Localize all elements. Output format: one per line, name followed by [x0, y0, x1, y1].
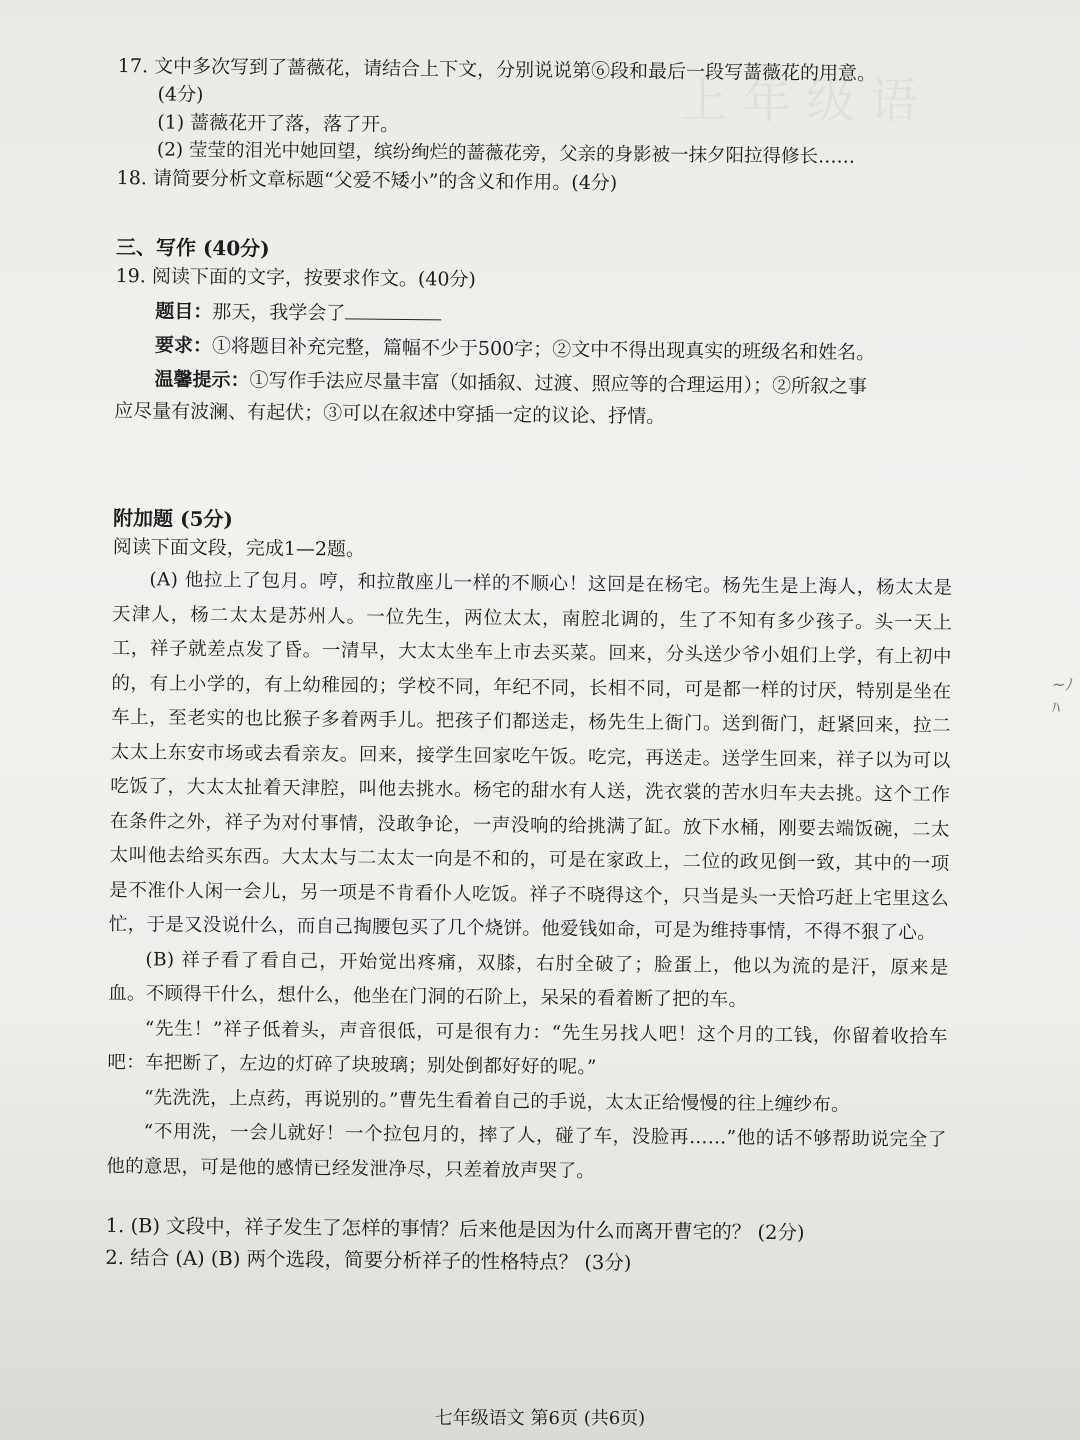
question-17-item-2: (2) 莹莹的泪光中她回望，缤纷绚烂的蔷薇花旁，父亲的身影被一抹夕阳拉得修长……	[156, 139, 856, 168]
bleed-through-text: 上 年 级 语	[680, 73, 918, 129]
passage-b-paragraph-2: “先生！”祥子低着头，声音很低，可是很有力：“先生另找人吧！这个月的工钱，你留着收拾车吧：车把断了，左边的灯碎了块玻璃；别处倒都好好的呢。”	[107, 1017, 948, 1079]
page-footer: 七年级语文 第6页 (共6页)	[434, 1408, 646, 1429]
writing-section-heading: 三、写作 (40分)	[115, 234, 270, 261]
requirements-text: ①将题目补充完整，篇幅不少于500字；②文中不得出现真实的班级名和姓名。	[211, 335, 876, 364]
question-17: 17. 文中多次写到了蔷薇花，请结合上下文，分别说说第⑥段和最后一段写蔷薇花的用意。	[117, 54, 877, 85]
tips-label: 温馨提示：	[154, 368, 250, 392]
passage-a: (A) 他拉上了包月。哼，和拉散座儿一样的不顺心！这回是在杨宅。杨先生是上海人，杨太太是天津人，杨二太太是苏州人。一位先生，两位太太，南腔北调的，生了不知有多少孩子。头一天上工，祥子就差点发了昏。一清早，大太太坐车上市去买菜。回来，分头送少爷小姐们上学，有上初中的，有上小学的，有上幼稚园的；学校不同，年纪不同，长相不同，可是都一样的讨厌，特别是坐在车上，至老实的也比猴子多着两手儿。把孩子们都送走，杨先生上衙门。送到衙门，赶紧回来，拉二太太上东安市场或去看亲友。回来，接学生回家吃午饭。吃完，再送走。送学生回来，祥子以为可以吃饭了，大太太扯着天津腔，叫他去挑水。杨宅的甜水有人送，洗衣裳的苦水归车夫去挑。这个工作在条件之外，祥子为对付事情，没敢争论，一声没响的给挑满了缸。放下水桶，刚要去端饭碗，二太太叫他去给买东西。大太太与二太太一向是不和的，可是在家政上，二位的政见倒一致，其中的一项是不准仆人闲一会儿，另一项是不肯看仆人吃饭。祥子不晓得这个，只当是头一天恰巧赶上宅里这么忙，于是又没说什么，而自己掏腰包买了几个烧饼。他爱钱如命，可是为维持事情，不得不狠了心。	[108, 569, 953, 944]
bonus-question-2: 2. 结合 (A) (B) 两个选段，简要分析祥子的性格特点？ (3分)	[105, 1245, 632, 1275]
essay-tips	[114, 365, 954, 402]
question-17-score: (4分)	[157, 83, 204, 106]
essay-title-label: 题目：	[155, 300, 213, 324]
passage-b-paragraph-4: “不用洗，一会儿就好！一个拉包月的，摔了人，碰了车，没脸再……”他的话不够帮助说完全了他的意思，可是他的感情已经发泄净尽，只差着放声哭了。	[106, 1121, 947, 1182]
passage-b-paragraph-1: (B) 祥子看了看自己，开始觉出疼痛，双膝，右肘全破了；脸蛋上，他以为流的是汗，原来是血。不顾得干什么，想什么，他坐在门洞的石阶上，呆呆的看着断了把的车。	[108, 948, 949, 1011]
bonus-question-1: 1. (B) 文段中，祥子发生了怎样的事情？后来他是因为什么而离开曹宅的？ (2分)	[105, 1213, 805, 1245]
question-17-item-1: (1) 蔷薇花开了落，落了开。	[157, 111, 400, 136]
bonus-instruction: 阅读下面文段，完成1—2题。	[112, 535, 366, 561]
question-18: 18. 请简要分析文章标题“父爱不矮小”的含义和作用。(4分)	[116, 166, 618, 195]
question-19: 19. 阅读下面的文字，按要求作文。(40分)	[115, 264, 477, 291]
passage-b-paragraph-3: “先洗洗，上点药，再说别的。”曹先生看着自己的手说，太太正给慢慢的往上缠纱布。	[143, 1086, 851, 1116]
requirements-label: 要求：	[154, 334, 213, 357]
essay-title-blank	[345, 298, 441, 320]
bonus-section-heading: 附加题 (5分)	[112, 505, 234, 532]
essay-title-text: 那天，我学会了	[212, 301, 346, 325]
tips-text: ①写作手法应尽量丰富（如插叙、过渡、照应等的合理运用）；②所叙之事	[249, 369, 868, 398]
essay-tips-continued: 应尽量有波澜、有起伏；③可以在叙述中穿插一定的议论、抒情。	[114, 399, 666, 428]
exam-page-content	[105, 52, 958, 1283]
essay-title-line	[115, 296, 955, 334]
margin-ink-mark: ~ﾉﾊ	[1052, 675, 1074, 717]
essay-requirements	[115, 331, 955, 368]
